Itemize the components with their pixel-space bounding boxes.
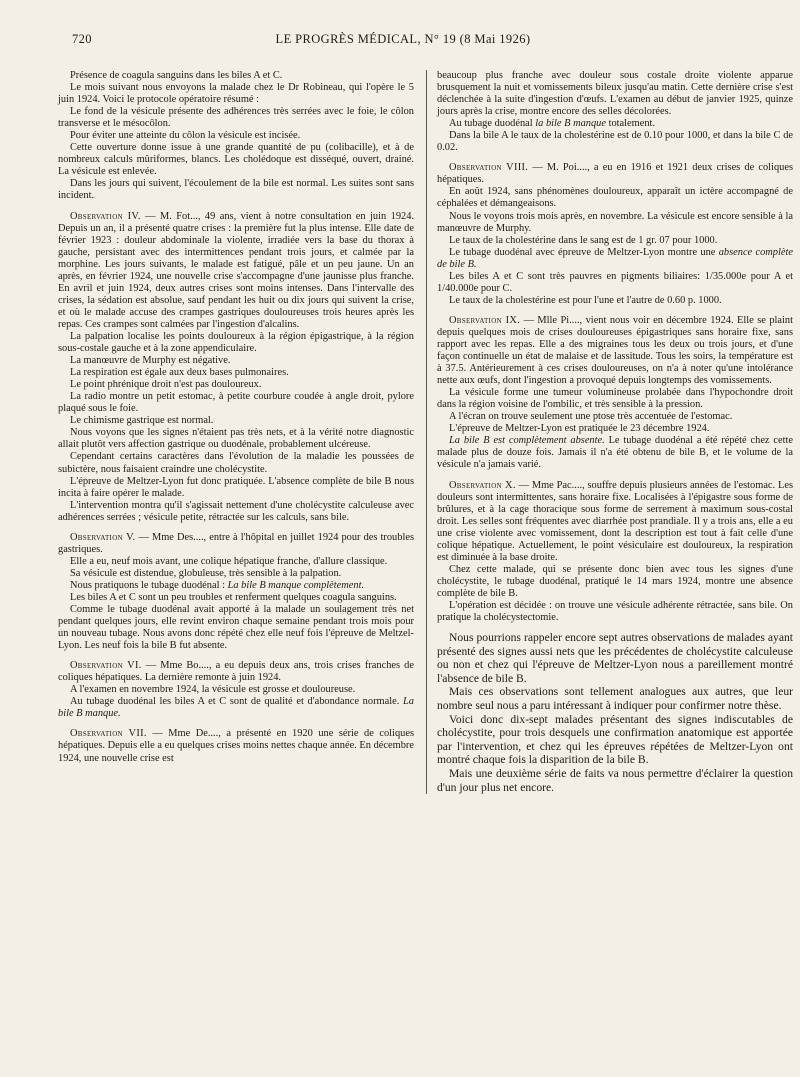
- page-header: [30, 26, 776, 48]
- paragraph: Le chimisme gastrique est normal.: [70, 415, 214, 427]
- conclusion-paragraph: Voici donc dix-sept malades présentant des signes indiscutables de cholécystite, pour trois desquels une confirmation anatomique est apportée par l'intervention, et chez qui les épreuves répétées de Meltzer-Lyon ont montré chaque fois la disparition de la bile B.: [437, 712, 793, 767]
- observation-9: [437, 315, 793, 387]
- text: Le tubage duodénal avec épreuve de Meltzer-Lyon montre une: [449, 246, 719, 258]
- observation-text: — Mlle Pi...., vient nous voir en décembre 1924. Elle se plaint depuis quelques mois de crises douloureuses épigastriques sans horaire fixe, sans rapport avec les repas. Elle a des migraines tous les deux ou trois jours, et d'une façon continuelle un état de malaise et de lassitude. Tous les soirs, la température est à 37.5. Antérieurement à ces crises douloureuses, on n'a à noter qu'une intolérance nette aux œufs, dont l'ingestion a provoqué depuis longtemps des vomissements.: [437, 314, 793, 387]
- conclusion-paragraph: Mais une deuxième série de faits va nous permettre d'éclairer la question d'un jour plus net encore.: [437, 767, 793, 794]
- observation-label: Observation IX.: [449, 314, 521, 326]
- paragraph: Le point phrénique droit n'est pas douloureux.: [70, 379, 262, 391]
- italic-text: La bile B manque.: [58, 696, 414, 720]
- observation-text: — Mme Bo...., a eu depuis deux ans, trois crises franches de coliques hépatiques. La dernière remonte à juin 1924.: [58, 660, 414, 684]
- paragraph: Les biles A et C sont un peu troubles et renferment quelques coagula sanguins.: [70, 591, 397, 603]
- left-column: [58, 70, 427, 794]
- paragraph: [437, 247, 793, 271]
- observation-5: [58, 532, 414, 556]
- paragraph: Comme le tubage duodénal avait apporté à la malade un soulagement très net pendant quelques jours, elle revint environ chaque semaine pendant trois mois pour un nouveau tubage. Nous avons donc répété chez elle neuf fois l'épreuve de Meltzel-Lyon. Les neuf fois la bile B fut absente.: [58, 604, 414, 652]
- observation-label: Observation VIII.: [449, 162, 529, 174]
- observation-label: Observation IV.: [70, 210, 141, 222]
- paragraph: [58, 696, 414, 720]
- italic-text: absence complète de bile B.: [437, 246, 793, 270]
- text: Au tubage duodénal: [449, 118, 536, 130]
- conclusion-paragraph: Nous pourrions rappeler encore sept autres observations de malades ayant présenté des signes aussi nets que les précédentes de cholécystite calculeuse ou non et chez qui l'épreuve de Meltzer-Lyon nous a pareillement montré l'absence de bile B.: [437, 631, 793, 685]
- italic-text: La bile B est complètement absente.: [449, 435, 605, 447]
- paragraph: A l'examen en novembre 1924, la vésicule est grosse et douloureuse.: [70, 684, 356, 696]
- text: Au tubage duodénal les biles A et C sont de qualité et d'abondance normale.: [70, 696, 404, 708]
- observation-8: [437, 162, 793, 186]
- page-number: 720: [72, 32, 92, 46]
- paragraph: L'intervention montra qu'il s'agissait nettement d'une cholécystite calculeuse avec adhérences serrées ; vésicule petite, rétractée sur les calculs, sans bile.: [58, 499, 414, 523]
- paragraph: Chez cette malade, qui se présente donc bien avec tous les signes d'une cholécystite, le tubage duodénal, pratiqué le 14 mars 1924, montre une absence complète de bile B.: [437, 563, 793, 599]
- italic-text: la bile B manque: [535, 118, 606, 130]
- observation-label: Observation VII.: [70, 728, 147, 740]
- paragraph: Cette ouverture donne issue à une grande quantité de pu (colibacille), et à de nombreux calculs mûriformes, blancs. Les cholédoque est disséqué, ouvert, drainé. La vésicule est enlevée.: [58, 142, 414, 178]
- paragraph: Le fond de la vésicule présente des adhérences très serrées avec le foie, le côlon transverse et le mésocôlon.: [58, 106, 414, 130]
- paragraph: La manœuvre de Murphy est négative.: [70, 355, 231, 367]
- right-column: [427, 70, 793, 794]
- paragraph: [58, 580, 414, 592]
- observation-label: Observation VI.: [70, 660, 142, 672]
- paragraph: Pour éviter une atteinte du côlon la vésicule est incisée.: [70, 130, 301, 142]
- paragraph: Cependant certains caractères dans l'évolution de la maladie les poussées de subictère, nous faisaient craindre une cholécystite.: [58, 451, 414, 475]
- observation-text: — Mme Des...., entre à l'hôpital en juillet 1924 pour des troubles gastriques.: [58, 531, 414, 555]
- paragraph: Dans la bile A le taux de la cholestérine est de 0.10 pour 1000, et dans la bile C de 0.02.: [437, 130, 793, 154]
- paragraph: La radio montre un petit estomac, à petite courbure coudée à angle droit, pylore plaqué sous le foie.: [58, 391, 414, 415]
- paragraph: La palpation localise les points douloureux à la région épigastrique, à la région sous-costale gauche et à la zone appendiculaire.: [58, 330, 414, 355]
- paragraph: Le taux de la cholestérine est pour l'une et l'autre de 0.60 p. 1000.: [449, 294, 722, 306]
- text: totalement.: [605, 118, 656, 130]
- paragraph: Le taux de la cholestérine dans le sang est de 1 gr. 07 pour 1000.: [449, 234, 718, 246]
- paragraph: L'épreuve de Meltzer-Lyon est pratiquée le 23 décembre 1924.: [449, 423, 710, 435]
- observation-7: [58, 728, 414, 764]
- paragraph: Présence de coagula sanguins dans les biles A et C.: [70, 70, 283, 81]
- text: Le tubage duodénal a été répété chez cette malade plus de douze fois. Jamais il n'a été obtenu de bile B, et le volume de la vésicule n'a jamais varié.: [437, 435, 793, 471]
- paragraph: La respiration est égale aux deux bases pulmonaires.: [70, 367, 289, 379]
- paragraph: Nous le voyons trois mois après, en novembre. La vésicule est encore sensible à la manœuvre de Murphy.: [437, 210, 793, 234]
- paragraph: A l'écran on trouve seulement une ptose très accentuée de l'estomac.: [449, 411, 733, 423]
- observation-10: [437, 480, 793, 564]
- observation-text: — M. Poi...., a eu en 1916 et 1921 deux crises de coliques hépatiques.: [437, 162, 793, 186]
- paragraph: Sa vésicule est distendue, globuleuse, très sensible à la palpation.: [70, 567, 342, 579]
- text: Nous pratiquons le tubage duodénal :: [70, 579, 228, 591]
- observation-text: — Mme De...., a présenté en 1920 une série de coliques hépatiques. Depuis elle a eu quelques crises moins nettes chaque année. En décembre 1924, une nouvelle crise est: [58, 728, 414, 764]
- running-title: LE PROGRÈS MÉDICAL, N° 19 (8 Mai 1926): [275, 32, 531, 46]
- paragraph: Les biles A et C sont très pauvres en pigments biliaires: 1/35.000e pour A et 1/40.000e pour C.: [437, 270, 793, 294]
- paragraph: L'épreuve de Meltzer-Lyon fut donc pratiquée. L'absence complète de bile B nous incita à faire opérer le malade.: [58, 475, 414, 499]
- paragraph: Le mois suivant nous envoyons la malade chez le Dr Robineau, qui l'opère le 5 juin 1924. Voici le protocole opératoire résumé :: [58, 82, 414, 106]
- paragraph: En août 1924, sans phénomènes douloureux, apparaît un ictère accompagné de céphalées et démangeaisons.: [437, 186, 793, 210]
- conclusion-paragraph: Mais ces observations sont tellement analogues aux autres, que leur nombre seul nous a paru intéressant à indiquer pour confirmer notre thèse.: [437, 685, 793, 713]
- observation-label: Observation V.: [70, 531, 136, 543]
- paragraph: Nous voyons que les signes n'étaient pas très nets, et à la vérité notre diagnostic allait plutôt vers affection gastrique ou duodénale, probablement ulcéreuse.: [58, 427, 414, 451]
- observation-label: Observation X.: [449, 479, 516, 491]
- observation-4: [58, 211, 414, 331]
- paragraph: La vésicule forme une tumeur volumineuse prolabée dans l'hypochondre droit dans la région voisine de l'ombilic, et très sensible à la pression.: [437, 387, 793, 411]
- observation-6: [58, 660, 414, 684]
- observation-text: — M. Fot..., 49 ans, vient à notre consultation en juin 1924. Depuis un an, il a présenté quatre crises : la première fut la plus intense. Elle date de février 1923 : douleur abdominale la violente, irradiée vers la base du thorax à gauche, persistant avec des intermittences pendant trois jours, et calmée par la morphine. Les jours suivants, le malade est fatigué, pâle et un peu jaune. Un an après, en février 1924, une nouvelle crise s'accompagne d'une jaunisse plus franche. En avril et juin 1924, deux autres crises sont moins intenses. Dans l'intervalle des crises, la sédation est absolue, sauf pendant les huit ou dix jours qui suivent la crise, et où le malade accuse des crampes gastriques douloureuses trois heures après les repas. Ces crampes sont calmées par l'ingestion d'alcalins.: [58, 210, 414, 330]
- italic-text: La bile B manque complètement.: [227, 579, 365, 591]
- two-column-body: [58, 70, 794, 794]
- paragraph: Dans les jours qui suivent, l'écoulement de la bile est normal. Les suites sont sans incident.: [58, 178, 414, 202]
- paragraph: L'opération est décidée : on trouve une vésicule adhérente rétractée, sans bile. On pratique la cholécystectomie.: [437, 599, 793, 624]
- paragraph: [437, 435, 793, 471]
- observation-text: — Mme Pac...., souffre depuis plusieurs années de l'estomac. Les douleurs sont intermittentes, sans horaire fixe. Localisées à l'épigastre sous forme de brûlures, et à la cage thoracique sous forme de serrement à maximum sous-costal droit. Les selles sont fréquentes avec diarrhée post prandiale. Il y a trois ans, elle a eu une crise violente avec vomissement, dont la description est tout à fait celle d'une colique hépatique. Actuellement, le point vésiculaire est douloureux, la respiration est diminuée à la base droite.: [437, 479, 793, 563]
- paragraph: beaucoup plus franche avec douleur sous costale droite violente apparue brusquement la nuit et vomissements bileux jusqu'au matin. Cette dernière crise s'est déclenchée à la suite d'ingestion d'œufs. L'examen au début de janvier 1925, quinze jours après la crise, montre encore des selles décolorées.: [437, 70, 793, 118]
- paragraph: Elle a eu, neuf mois avant, une colique hépatique franche, d'allure classique.: [70, 555, 388, 567]
- paragraph: [437, 118, 793, 130]
